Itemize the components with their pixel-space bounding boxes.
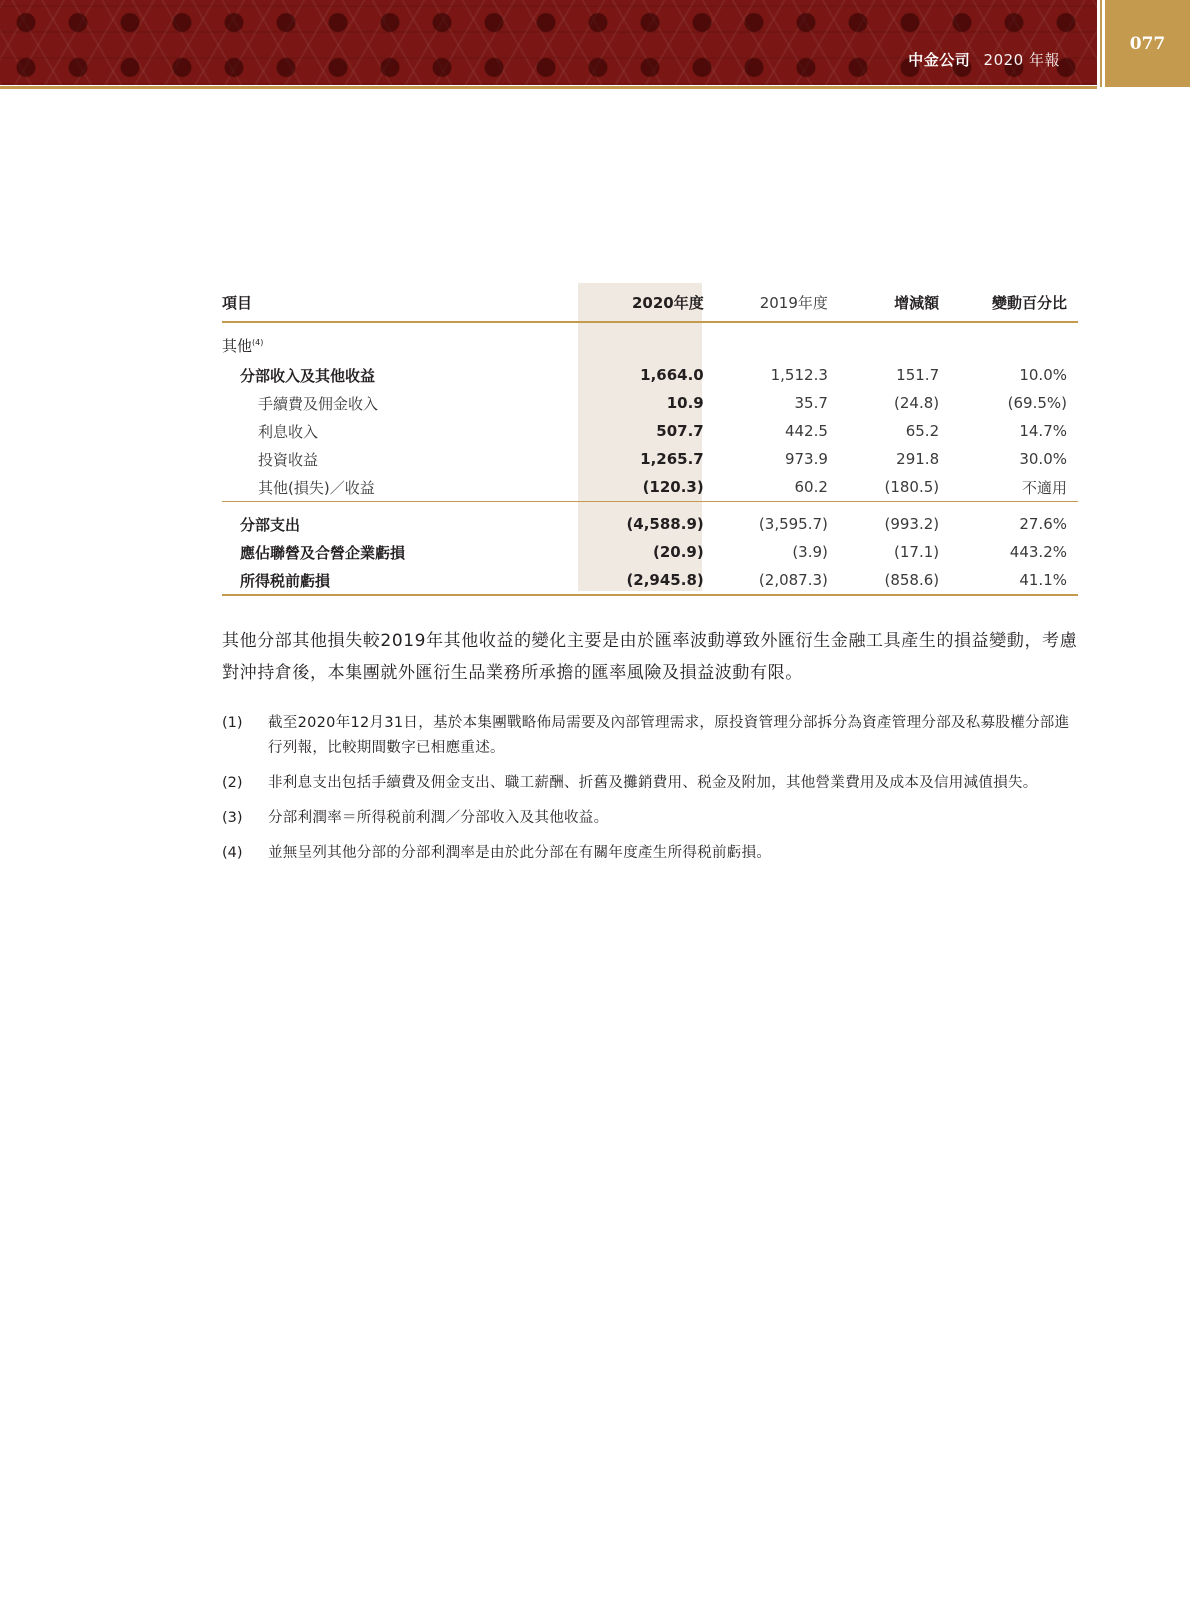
footnote-number: (2)	[222, 775, 243, 791]
footnote-item	[222, 806, 1078, 831]
cell-pct: 41.1%	[1019, 571, 1067, 589]
section-title: 其他	[222, 336, 253, 355]
table-row	[222, 566, 1078, 595]
footnotes	[222, 711, 1078, 876]
cell-change: (17.1)	[894, 543, 940, 561]
cell-2020: (4,588.9)	[626, 515, 704, 533]
cell-2020: (120.3)	[642, 478, 704, 496]
section-row-other	[222, 322, 1078, 361]
footnote-text: 非利息支出包括手續費及佣金支出、職工薪酬、折舊及攤銷費用、税金及附加，其他營業費用及成本及信用減值損失。	[268, 775, 1038, 791]
table-row	[222, 502, 1078, 539]
table-row	[222, 473, 1078, 502]
cell-change: (180.5)	[884, 478, 940, 496]
cell-2020: (20.9)	[653, 543, 704, 561]
cell-2020: (2,945.8)	[626, 571, 704, 589]
footnote-number: (1)	[222, 715, 243, 731]
table-row	[222, 389, 1078, 417]
header-divider	[0, 86, 1097, 89]
cell-pct: 不適用	[1021, 478, 1067, 497]
cell-change: 151.7	[896, 366, 940, 384]
cell-2019: 973.9	[784, 450, 828, 468]
cell-2019: (2,087.3)	[758, 571, 828, 589]
cell-2020: 1,265.7	[640, 450, 704, 468]
cell-change: (858.6)	[884, 571, 940, 589]
section-note-ref: (4)	[252, 337, 264, 347]
cell-2019: 442.5	[784, 422, 828, 440]
company-name: 中金公司	[908, 51, 971, 69]
cell-2019: 1,512.3	[770, 366, 828, 384]
report-title: 2020 年報	[983, 51, 1060, 69]
cell-2020: 507.7	[656, 422, 704, 440]
page-number-tab	[1105, 0, 1190, 87]
cell-change: 65.2	[905, 422, 940, 440]
footnote-number: (4)	[222, 845, 243, 861]
cell-2019: (3.9)	[792, 543, 828, 561]
col-header-pct: 變動百分比	[991, 293, 1067, 312]
row-label: 其他(損失)／收益	[258, 478, 375, 497]
cell-pct: 443.2%	[1009, 543, 1067, 561]
cell-change: 291.8	[896, 450, 940, 468]
col-header-2020: 2020年度	[631, 293, 704, 312]
col-header-change: 增減額	[894, 293, 940, 312]
footnote-text: 分部利潤率＝所得税前利潤／分部收入及其他收益。	[268, 810, 609, 826]
cell-pct: (69.5%)	[1007, 394, 1067, 412]
table-row	[222, 417, 1078, 445]
cell-change: (24.8)	[894, 394, 940, 412]
row-label: 手續費及佣金收入	[258, 394, 379, 413]
segment-table-container	[222, 283, 1078, 596]
cell-pct: 27.6%	[1019, 515, 1067, 533]
cell-2019: 60.2	[794, 478, 828, 496]
table-row	[222, 361, 1078, 389]
col-header-item: 項目	[222, 293, 253, 312]
row-label: 應佔聯營及合營企業虧損	[240, 543, 406, 562]
table-header-row	[222, 283, 1078, 322]
footnote-item	[222, 841, 1078, 866]
footnote-text: 並無呈列其他分部的分部利潤率是由於此分部在有關年度產生所得税前虧損。	[268, 845, 772, 861]
cell-pct: 30.0%	[1019, 450, 1067, 468]
page-number: 077	[1129, 33, 1166, 54]
col-header-2019: 2019年度	[759, 293, 828, 312]
cell-2019: 35.7	[794, 394, 828, 412]
cell-pct: 10.0%	[1019, 366, 1067, 384]
footnote-item	[222, 711, 1078, 761]
cell-change: (993.2)	[884, 515, 940, 533]
page-tab-edge	[1100, 0, 1102, 87]
cell-2020: 1,664.0	[640, 366, 704, 384]
table-row	[222, 445, 1078, 473]
row-label: 利息收入	[258, 422, 319, 441]
cell-2019: (3,595.7)	[758, 515, 828, 533]
row-label: 投資收益	[258, 450, 319, 469]
report-brand	[908, 49, 1060, 70]
segment-results-table	[222, 283, 1078, 596]
row-label: 分部支出	[240, 515, 301, 534]
footnote-number: (3)	[222, 810, 243, 826]
footnote-item	[222, 771, 1078, 796]
footnote-text: 截至2020年12月31日，基於本集團戰略佈局需要及內部管理需求，原投資管理分部拆分為資產管理分部及私募股權分部進行列報，比較期間數字已相應重述。	[268, 715, 1070, 756]
header-banner	[0, 0, 1097, 85]
row-label: 所得税前虧損	[240, 571, 331, 590]
explanatory-paragraph: 其他分部其他損失較2019年其他收益的變化主要是由於匯率波動導致外匯衍生金融工具產生的損益變動，考慮對沖持倉後，本集團就外匯衍生品業務所承擔的匯率風險及損益波動有限。	[222, 631, 1078, 683]
section-label	[222, 322, 586, 361]
row-label: 分部收入及其他收益	[240, 366, 376, 385]
cell-2020: 10.9	[666, 394, 704, 412]
cell-pct: 14.7%	[1019, 422, 1067, 440]
table-row	[222, 538, 1078, 566]
